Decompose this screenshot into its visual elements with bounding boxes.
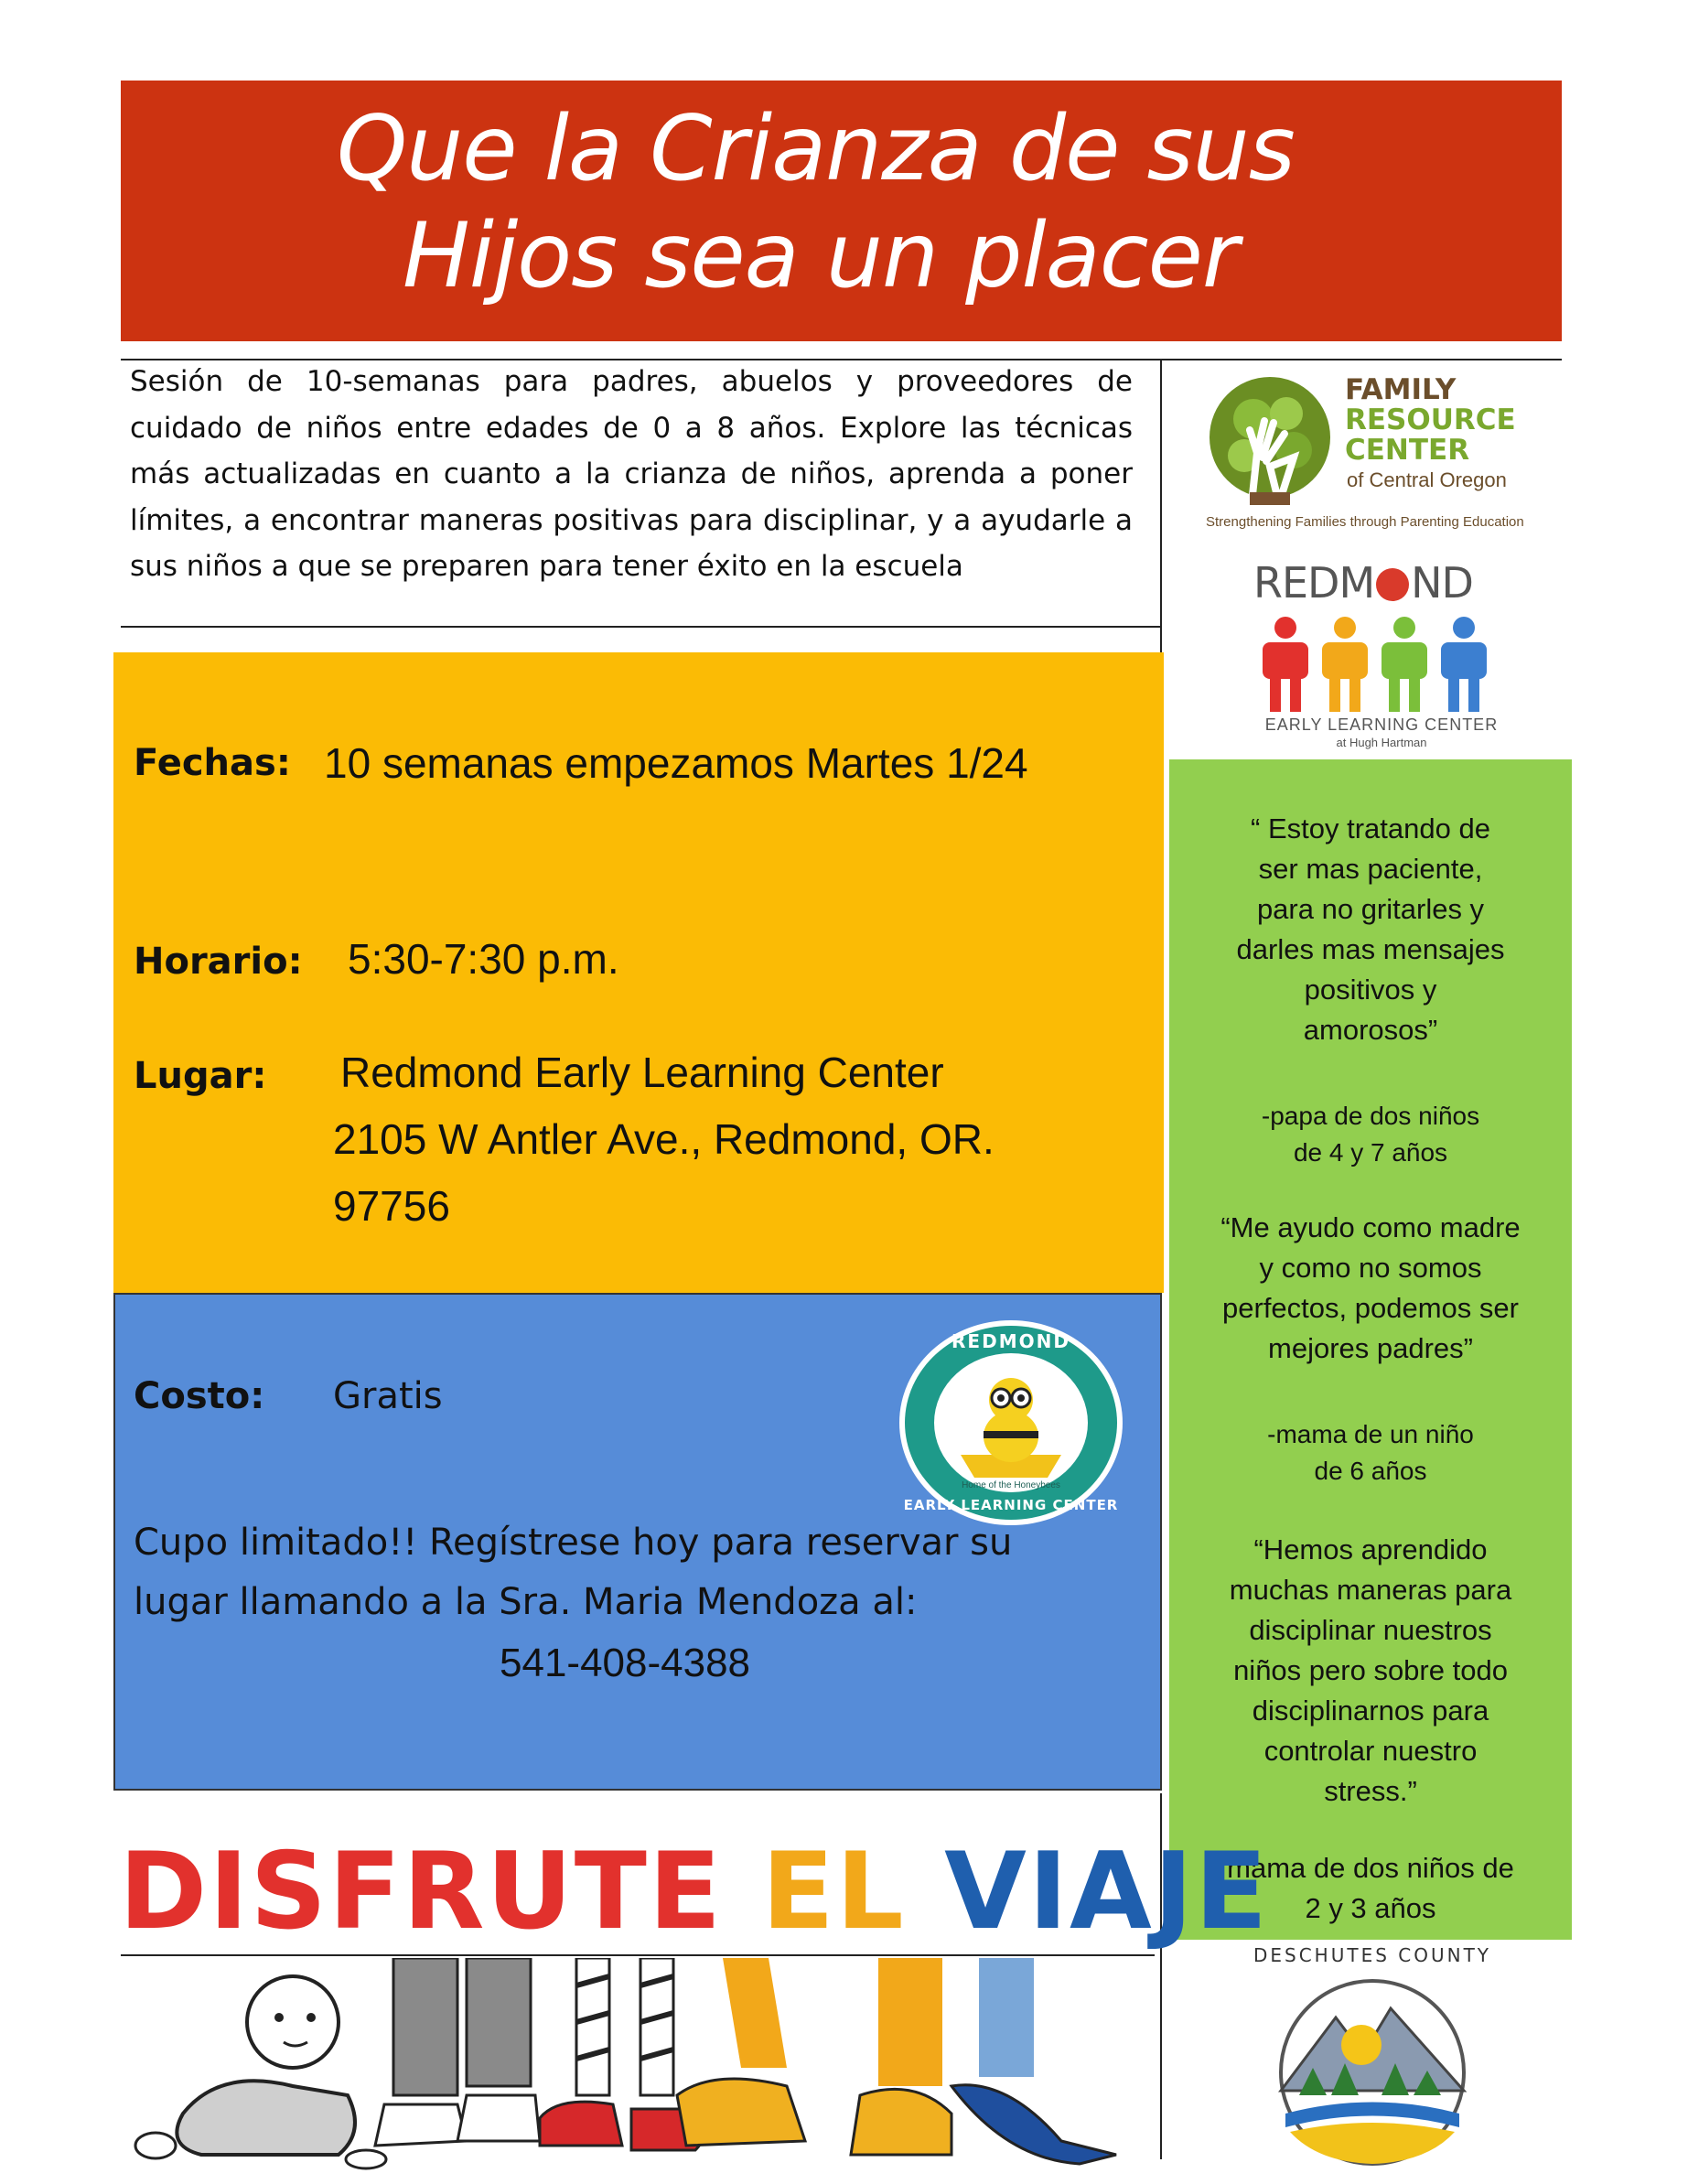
title-line-2: Hijos sea un placer [403,204,1239,308]
frc-line-3: CENTER [1345,434,1470,467]
author-line: -papa de dos niños [1261,1102,1480,1130]
fechas-value: 10 semanas empezamos Martes 1/24 [324,739,1028,787]
county-seal-icon [1244,1944,1500,2173]
quote-line: darles mas mensajes [1236,933,1505,965]
testimonial-2-quote [1169,1208,1572,1369]
phone-number: 541-408-4388 [500,1641,751,1685]
deschutes-county-logo [1244,1944,1500,2173]
frc-line-4: of Central Oregon [1347,468,1507,491]
children-figures-icon [1253,615,1510,715]
lugar-label: Lugar: [134,1055,267,1097]
county-name: DESCHUTES COUNTY [1253,1944,1492,1966]
title-banner [121,81,1562,341]
column-divider-top [1160,360,1162,653]
redmond-sub: EARLY LEARNING CENTER [1264,715,1499,734]
horario-label: Horario: [134,941,303,983]
title-line-1: Que la Crianza de sus [337,97,1295,201]
register-line-2: lugar llamando a la Sra. Maria Mendoza al: [134,1581,918,1623]
testimonial-3-quote [1169,1530,1572,1812]
walking-feet-illustration [128,1958,1153,2178]
slogan-underline [121,1954,1155,1956]
redmond-name-right: ND [1411,558,1473,608]
slogan-word-2: EL [761,1830,906,1953]
top-divider [121,359,1562,360]
author-line: -mama de un niño [1267,1420,1474,1448]
costo-label: Costo: [134,1375,265,1417]
flip-flop-icon [952,1958,1116,2164]
fechas-label: Fechas: [134,742,291,784]
baby-icon [135,1976,386,2168]
frc-line-2: RESOURCE [1345,403,1516,436]
frc-line-1: FAMILY [1345,373,1457,406]
grey-pants-feet-icon [375,1958,540,2146]
quote-line: disciplinarnos para [1252,1694,1489,1727]
slogan [119,1830,1269,1958]
red-shoes-icon [540,1958,704,2150]
register-line-1: Cupo limitado!! Regístrese hoy para reservar su [134,1522,1013,1564]
costo-value: Gratis [333,1375,443,1417]
lugar-line-1: Redmond Early Learning Center [340,1049,944,1096]
quote-line: muchas maneras para [1229,1574,1512,1606]
yellow-sneakers-icon [677,1958,952,2155]
quote-line: “Hemos aprendido [1253,1533,1488,1565]
quote-line: perfectos, podemos ser [1222,1292,1519,1324]
horario-value: 5:30-7:30 p.m. [348,935,619,983]
slogan-word-3: VIAJE [944,1830,1270,1953]
quote-line: stress.” [1324,1775,1417,1807]
intro-underline [121,626,1162,628]
badge-top-text: REDMOND [952,1330,1070,1352]
details-panel [113,652,1164,1293]
badge-small-text: Home of the Honeybees [962,1480,1060,1490]
quote-line: controlar nuestro [1263,1735,1478,1767]
testimonials-panel [1169,759,1572,1940]
redmond-name-left: REDM [1253,558,1375,608]
quote-line: mejores padres” [1268,1332,1473,1364]
elc-badge-logo [897,1318,1125,1528]
quote-line: niños pero sobre todo [1233,1654,1508,1686]
author-line: mama de dos niños de [1227,1852,1514,1884]
author-line: de 4 y 7 años [1293,1138,1448,1167]
testimonial-1-quote [1169,809,1572,1050]
testimonial-2-author [1169,1416,1572,1490]
badge-bottom-text: EARLY LEARNING CENTER [903,1497,1119,1513]
quote-line: positivos y [1304,974,1437,1006]
slogan-word-1: DISFRUTE [119,1830,724,1953]
apple-icon [1376,568,1409,601]
testimonial-1-author [1169,1098,1572,1171]
quote-line: y como no somos [1259,1252,1482,1284]
quote-line: ser mas paciente, [1258,853,1483,885]
lugar-line-3: 97756 [333,1182,450,1230]
author-line: de 6 años [1314,1457,1427,1485]
intro-paragraph: Sesión de 10-semanas para padres, abuelos y proveedores de cuidado de niños entre edades de 0 a 8 años. Explore las técnicas más actualizadas en cuanto a la crianza de niños, aprenda a poner límites, a encontrar maneras positivas para disciplinar, y a ayudarle a sus niños a que se preparen para tener éxito en la escuela [130,365,1133,583]
family-resource-center-logo [1206,366,1535,549]
lugar-line-2: 2105 W Antler Ave., Redmond, OR. [333,1115,995,1163]
redmond-elc-logo [1244,558,1519,750]
quote-line: disciplinar nuestros [1249,1614,1492,1646]
author-line: 2 y 3 años [1305,1892,1436,1924]
quote-line: amorosos” [1303,1014,1438,1046]
quote-line: para no gritarles y [1256,893,1485,925]
frc-tagline: Strengthening Families through Parenting Education [1206,514,1524,530]
quote-line: “Me ayudo como madre [1220,1211,1521,1243]
redmond-sub2: at Hugh Hartman [1336,736,1427,749]
quote-line: “ Estoy tratando de [1251,812,1490,845]
